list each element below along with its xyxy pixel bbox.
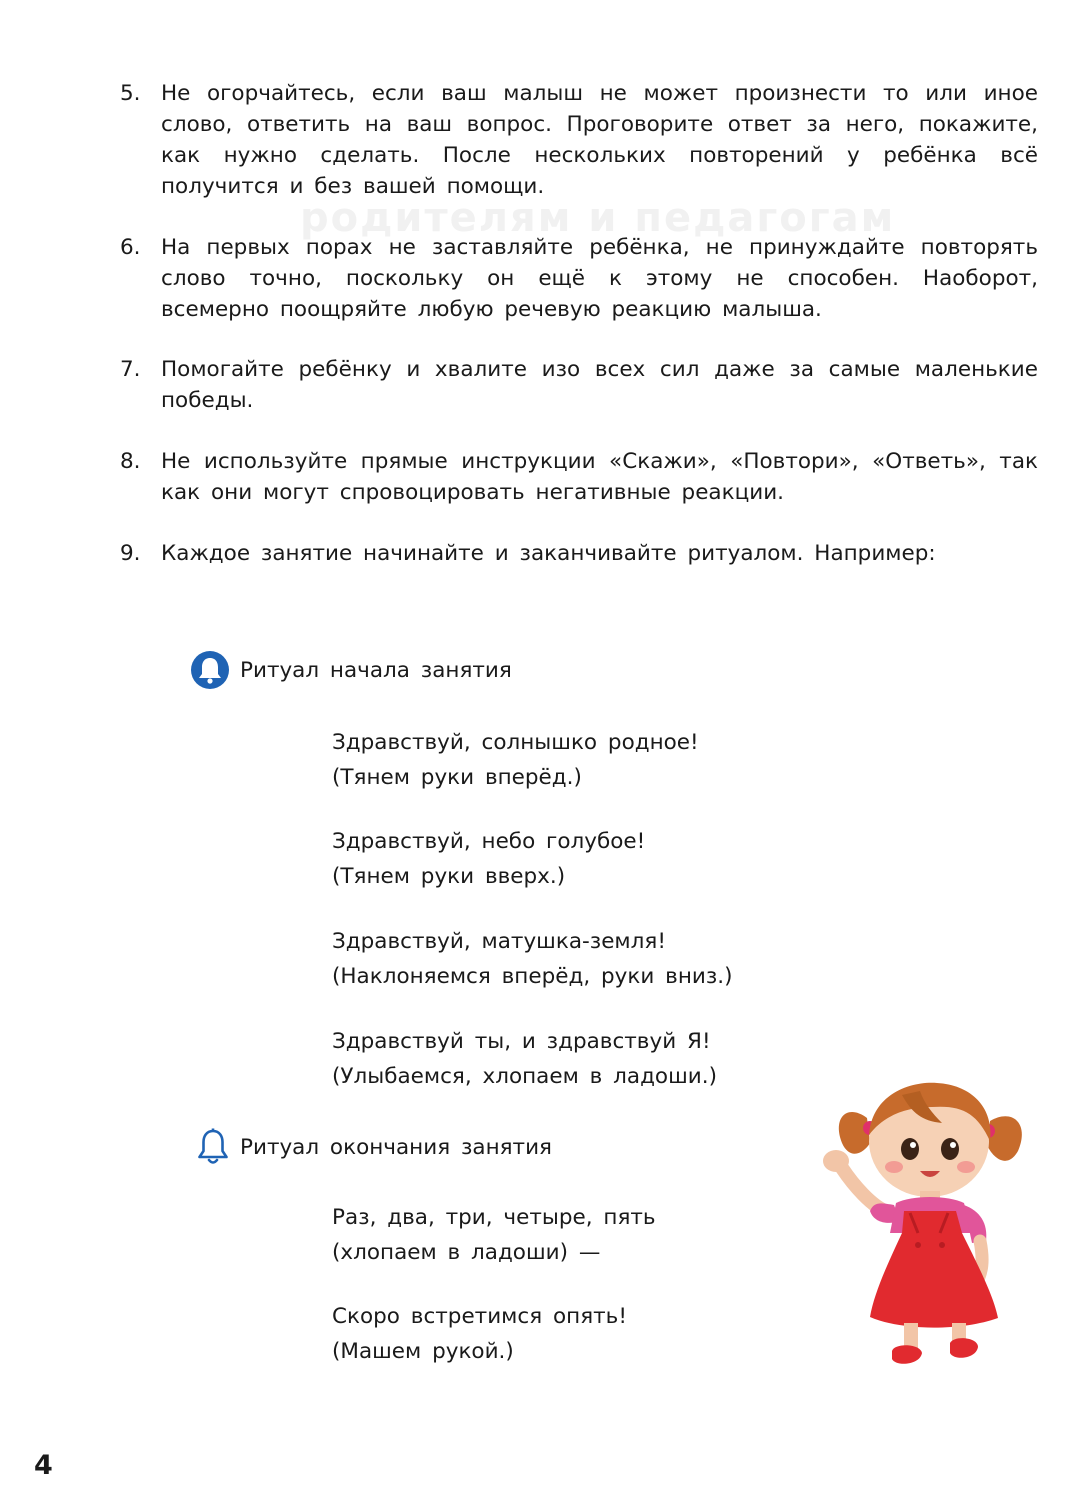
verse-line: Скоро встретимся опять! (332, 1304, 627, 1329)
item-text: Помогайте ребёнку и хвалите изо всех сил даже за самые маленькие победы. (161, 357, 1038, 413)
item-text: На первых порах не заставляйте ребёнка, не принуждайте повторять слово точно, поскольку он ещё к этому не способен. Наоборот, всемерно поощряйте любую речевую реакцию малыша. (161, 235, 1038, 322)
list-item (120, 538, 1038, 569)
verse-stanza (332, 924, 733, 994)
bell-filled-icon (190, 650, 230, 690)
ritual-end-title: Ритуал окончания занятия (240, 1134, 552, 1160)
verse-action: (Улыбаемся, хлопаем в ладоши.) (332, 1064, 717, 1089)
item-number: 8. (120, 449, 141, 474)
verse-line: Здравствуй ты, и здравствуй Я! (332, 1029, 711, 1054)
verse-line: Раз, два, три, четыре, пять (332, 1205, 656, 1230)
item-text: Не огорчайтесь, если ваш малыш не может произнести то или иное слово, ответить на ваш вопрос. Проговорите ответ за него, покажите, как нужно сделать. После нескольких повторений у ребёнка всё получится и без вашей помощи. (161, 81, 1038, 199)
verse-line: Здравствуй, небо голубое! (332, 829, 646, 854)
item-number: 7. (120, 357, 141, 382)
verse-action: (Наклоняемся вперёд, руки вниз.) (332, 964, 733, 989)
verse-stanza (332, 1024, 717, 1094)
ritual-start-heading (190, 650, 512, 690)
verse-stanza (332, 1299, 627, 1369)
show-through-title: родителям и педагогам (300, 195, 896, 241)
item-number: 5. (120, 81, 141, 106)
item-text: Каждое занятие начинайте и заканчивайте ритуалом. Например: (161, 541, 936, 566)
page-number: 4 (34, 1450, 53, 1481)
verse-action: (хлопаем в ладоши) — (332, 1240, 601, 1265)
item-number: 6. (120, 235, 141, 260)
list-item (120, 446, 1038, 508)
item-number: 9. (120, 541, 141, 566)
verse-line: Здравствуй, солнышко родное! (332, 730, 699, 755)
item-text: Не используйте прямые инструкции «Скажи», «Повтори», «Ответь», так как они могут спровоцировать негативные реакции. (161, 449, 1038, 505)
verse-stanza (332, 725, 699, 795)
verse-stanza (332, 824, 645, 894)
verse-action: (Тянем руки вверх.) (332, 864, 566, 889)
verse-line: Здравствуй, матушка-земля! (332, 929, 666, 954)
verse-action: (Машем рукой.) (332, 1339, 514, 1364)
ritual-start-title: Ритуал начала занятия (240, 657, 512, 683)
verse-action: (Тянем руки вперёд.) (332, 765, 582, 790)
bell-outline-icon (196, 1128, 230, 1166)
ritual-end-heading (196, 1128, 552, 1166)
girl-illustration (812, 1073, 1042, 1373)
list-item (120, 232, 1038, 325)
list-item (120, 78, 1038, 202)
verse-stanza (332, 1200, 656, 1270)
list-item (120, 354, 1038, 416)
